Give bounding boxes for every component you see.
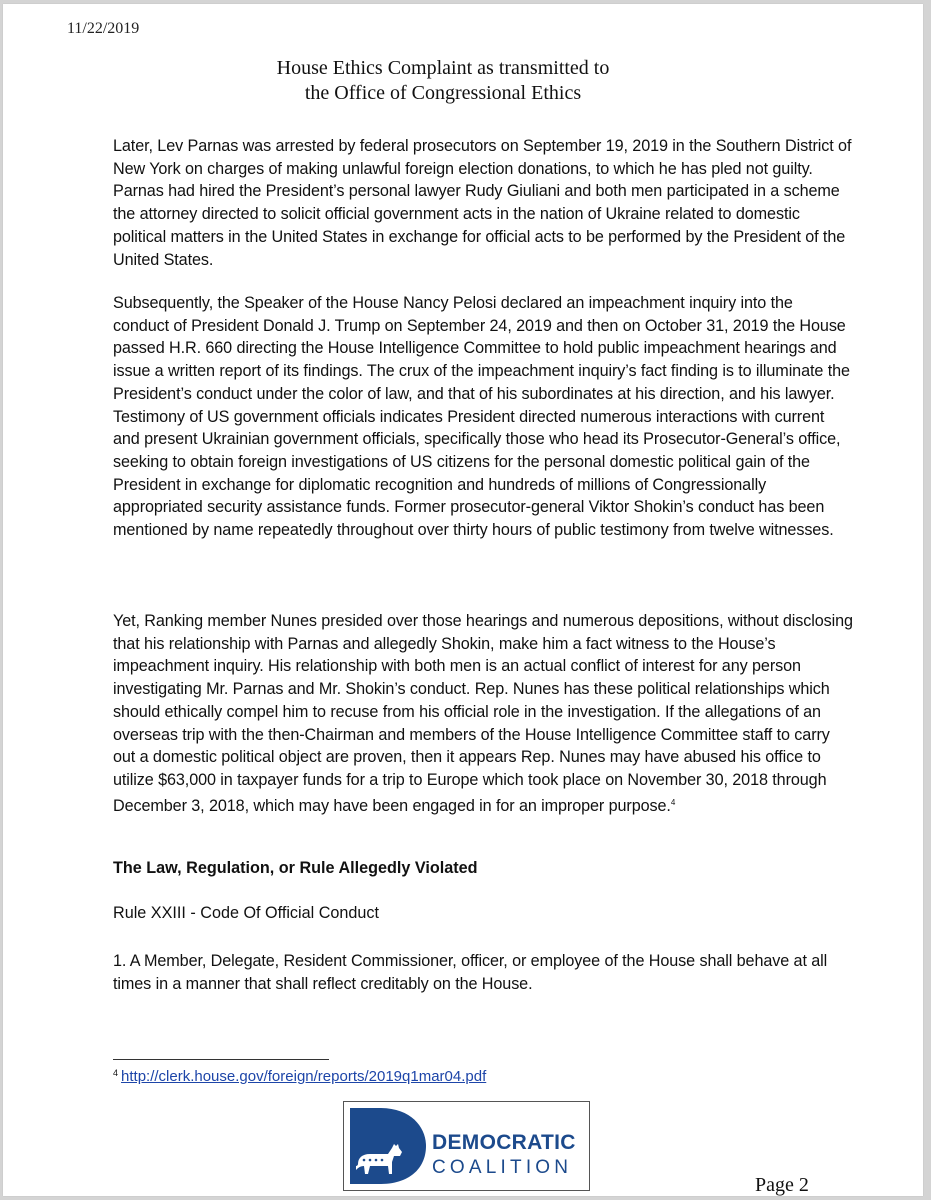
- page-number: Page 2: [755, 1174, 809, 1196]
- footnote-link[interactable]: http://clerk.house.gov/foreign/reports/2019q1mar04.pdf: [121, 1068, 487, 1085]
- paragraph-nunes-conflict: [113, 610, 853, 817]
- democratic-coalition-logo: [343, 1101, 590, 1191]
- logo-text-coalition: COALITION: [432, 1157, 573, 1178]
- footnote-reference[interactable]: 4: [670, 797, 676, 807]
- footnote-number: 4: [113, 1068, 119, 1078]
- rule-text: 1. A Member, Delegate, Resident Commissioner, officer, or employee of the House shall behave at all times in a manner that shall reflect creditably on the House.: [113, 952, 828, 993]
- footnote-divider: [113, 1059, 329, 1060]
- section-heading: The Law, Regulation, or Rule Allegedly Violated: [113, 859, 478, 877]
- logo-text-democratic: DEMOCRATIC: [432, 1131, 576, 1154]
- donkey-d-icon: [350, 1108, 430, 1184]
- document-page: [3, 4, 923, 1196]
- document-title: [3, 56, 883, 106]
- paragraph-impeachment-inquiry: Subsequently, the Speaker of the House Nancy Pelosi declared an impeachment inquiry into the conduct of President Donald J. Trump on September 24, 2019 and then on October 31, 2019 the House passed H.R. 660 directing the House Intelligence Committee to hold public impeachment hearings and issue a written report of its findings. The crux of the impeachment inquiry’s fact finding is to illuminate the President’s conduct under the color of law, and that of his subordinates at his direction, and his lawyer. Testimony of US government officials indicates President directed numerous interactions with current and present Ukrainian government officials, specifically those who head its Prosecutor-General’s office, seeking to obtain foreign investigations of US citizens for the personal domestic political gain of the President in exchange for diplomatic recognition and hundreds of millions of Congressionally appropriated security assistance funds. Former prosecutor-general Viktor Shokin’s conduct has been mentioned by name repeatedly throughout over thirty hours of public testimony from twelve witnesses.: [113, 294, 850, 540]
- rule-title: Rule XXIII - Code Of Official Conduct: [113, 904, 380, 922]
- title-line-2: the Office of Congressional Ethics: [304, 82, 582, 104]
- paragraph-nunes-text: Yet, Ranking member Nunes presided over those hearings and numerous depositions, without disclosing that his relationship with Parnas and allegedly Shokin, make him a fact witness to the House’s impeachment inquiry. His relationship with both men is an actual conflict of interest for any person investigating Mr. Parnas and Mr. Shokin’s conduct. Rep. Nunes has these political relationships which should ethically compel him to recuse from his official role in the investigation. If the allegations of an overseas trip with the then-Chairman and members of the House Intelligence Committee staff to carry out a domestic political object are proven, then it appears Rep. Nunes may have abused his office to utilize $63,000 in taxpayer funds for a trip to Europe which took place on November 30, 2018 through December 3, 2018, which may have been engaged in for an improper purpose.: [113, 612, 853, 815]
- paragraph-parnas-arrest: Later, Lev Parnas was arrested by federal prosecutors on September 19, 2019 in the Southern District of New York on charges of making unlawful foreign election donations, to which he has pled not guilty. Parnas had hired the President’s personal lawyer Rudy Giuliani and both men participated in a scheme the attorney directed to solicit official government acts in the nation of Ukraine related to domestic political matters in the United States in exchange for official acts to be performed by the President of the United States.: [113, 137, 852, 269]
- footnote: [113, 1068, 486, 1085]
- document-date: 11/22/2019: [67, 20, 140, 37]
- title-line-1: House Ethics Complaint as transmitted to: [276, 57, 610, 79]
